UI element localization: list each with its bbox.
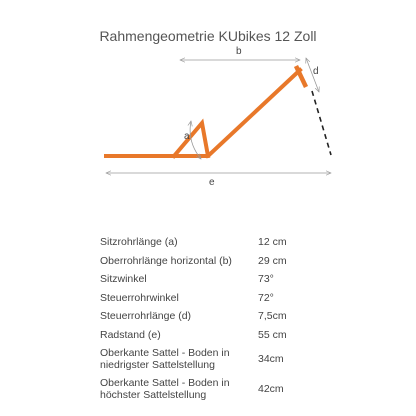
spec-value: 72° <box>258 291 274 304</box>
spec-label: Radstand (e) <box>100 328 161 341</box>
spec-row <box>100 307 360 326</box>
spec-value: 34cm <box>258 353 284 365</box>
dimension-b-label: b <box>236 46 242 57</box>
frame-tubes <box>106 70 300 156</box>
spec-row <box>100 233 360 252</box>
spec-row <box>100 270 360 289</box>
spec-label: Sitzrohrlänge (a) <box>100 236 178 249</box>
spec-value: 7,5cm <box>258 310 287 323</box>
spec-row <box>100 326 360 345</box>
spec-value: 42cm <box>258 383 284 395</box>
spec-row <box>100 374 360 404</box>
dimension-a-label: a <box>184 131 190 142</box>
dimension-e-label: e <box>209 177 215 188</box>
spec-row <box>100 289 360 308</box>
spec-row <box>100 344 360 374</box>
spec-value: 29 cm <box>258 254 287 267</box>
fork-dashed-line <box>312 91 331 155</box>
spec-label: Steuerrohrwinkel <box>100 291 179 304</box>
spec-value: 55 cm <box>258 328 287 341</box>
spec-label: Oberrohrlänge horizontal (b) <box>100 254 232 267</box>
spec-label: Oberkante Sattel - Boden in niedrigster Sattelstellung <box>100 347 230 371</box>
spec-table <box>100 233 360 404</box>
bike-frame <box>106 66 306 156</box>
spec-label: Steuerrohrlänge (d) <box>100 310 192 323</box>
spec-value: 12 cm <box>258 236 287 249</box>
spec-label: Sitzwinkel <box>100 273 147 286</box>
spec-row <box>100 252 360 271</box>
spec-value: 73° <box>258 273 274 286</box>
spec-label: Oberkante Sattel - Boden in höchster Sattelstellung <box>100 377 230 401</box>
page-title: Rahmengeometrie KUbikes 12 Zoll <box>99 28 317 44</box>
dimension-d-label: d <box>313 66 319 77</box>
